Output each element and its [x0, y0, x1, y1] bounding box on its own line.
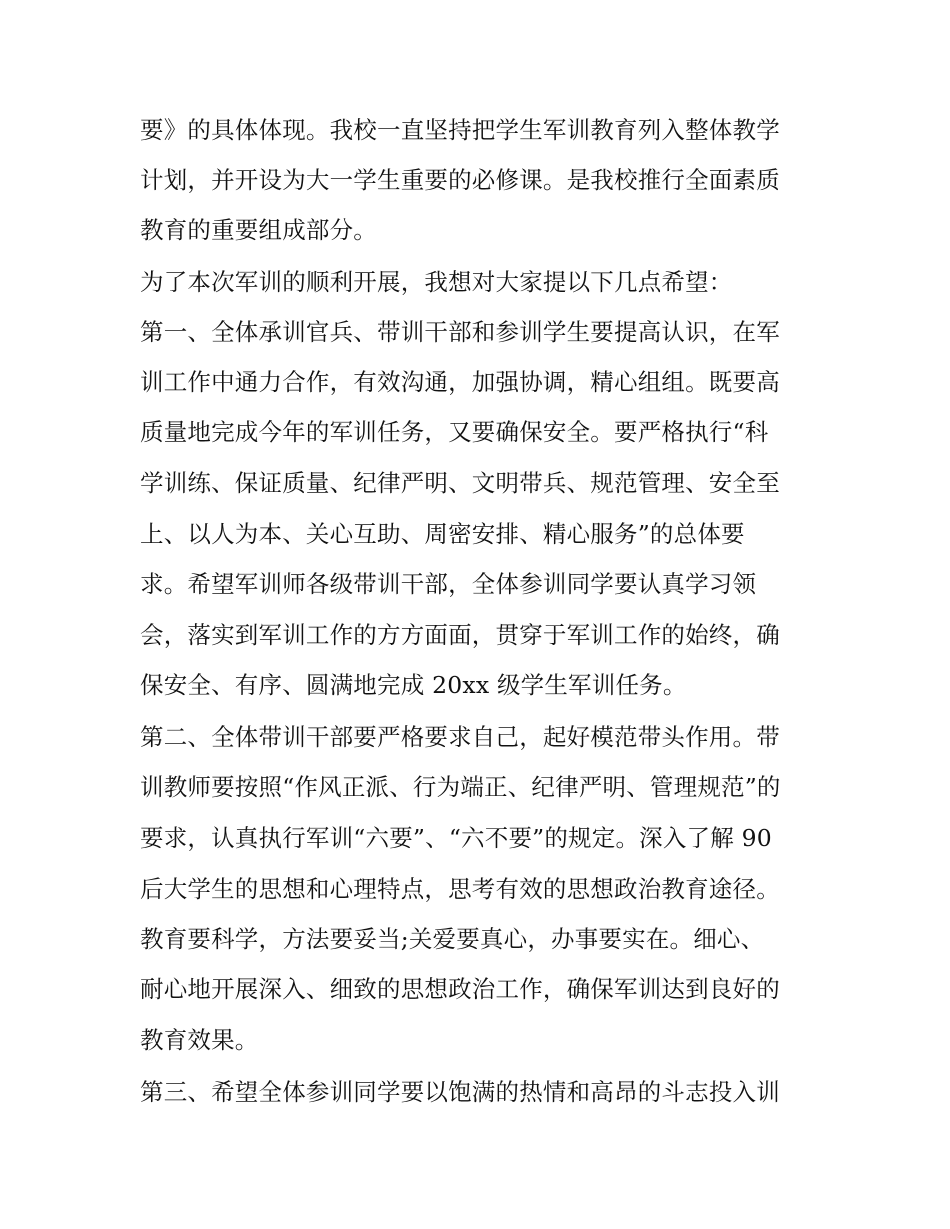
- text-line: 耐心地开展深入、细致的思想政治工作，确保军训达到良好的: [140, 975, 780, 1003]
- text-line: 训教师要按照“作风正派、行为端正、纪律严明、管理规范”的: [140, 773, 781, 801]
- text-line: 后大学生的思想和心理特点，思考有效的思想政治教育途径。: [140, 875, 780, 903]
- text-line: 教育要科学，方法要妥当;关爱要真心，办事要实在。细心、: [140, 925, 765, 953]
- text-line: 第一、全体承训官兵、带训干部和参训学生要提高认识，在军: [140, 318, 780, 346]
- text-line: 教育的重要组成部分。: [140, 216, 377, 244]
- text-line: 计划，并开设为大一学生重要的必修课。是我校推行全面素质: [140, 166, 780, 194]
- text-line: 上、以人为本、关心互助、周密安排、精心服务”的总体要: [140, 520, 745, 548]
- text-line: 第二、全体带训干部要严格要求自己，起好模范带头作用。带: [140, 723, 780, 751]
- text-line: 会，落实到军训工作的方方面面，贯穿于军训工作的始终，确: [140, 621, 780, 649]
- text-line: 教育效果。: [140, 1026, 259, 1054]
- text-line: 质量地完成今年的军训任务，又要确保安全。要严格执行“科: [140, 418, 769, 446]
- text-line: 为了本次军训的顺利开展，我想对大家提以下几点希望：: [140, 268, 733, 296]
- text-line: 要》的具体体现。我校一直坚持把学生军训教育列入整体教学: [140, 116, 780, 144]
- text-line: 要求，认真执行军训“六要”、“六不要”的规定。深入了解 90: [140, 824, 772, 852]
- text-line: 训工作中通力合作，有效沟通，加强协调，精心组组。既要高: [140, 368, 780, 396]
- text-line: 保安全、有序、圆满地完成 20xx 级学生军训任务。: [140, 671, 687, 699]
- text-line: 学训练、保证质量、纪律严明、文明带兵、规范管理、安全至: [140, 469, 780, 497]
- text-line: 求。希望军训师各级带训干部，全体参训同学要认真学习领: [140, 570, 757, 598]
- text-line: 第三、希望全体参训同学要以饱满的热情和高昂的斗志投入训: [140, 1078, 780, 1106]
